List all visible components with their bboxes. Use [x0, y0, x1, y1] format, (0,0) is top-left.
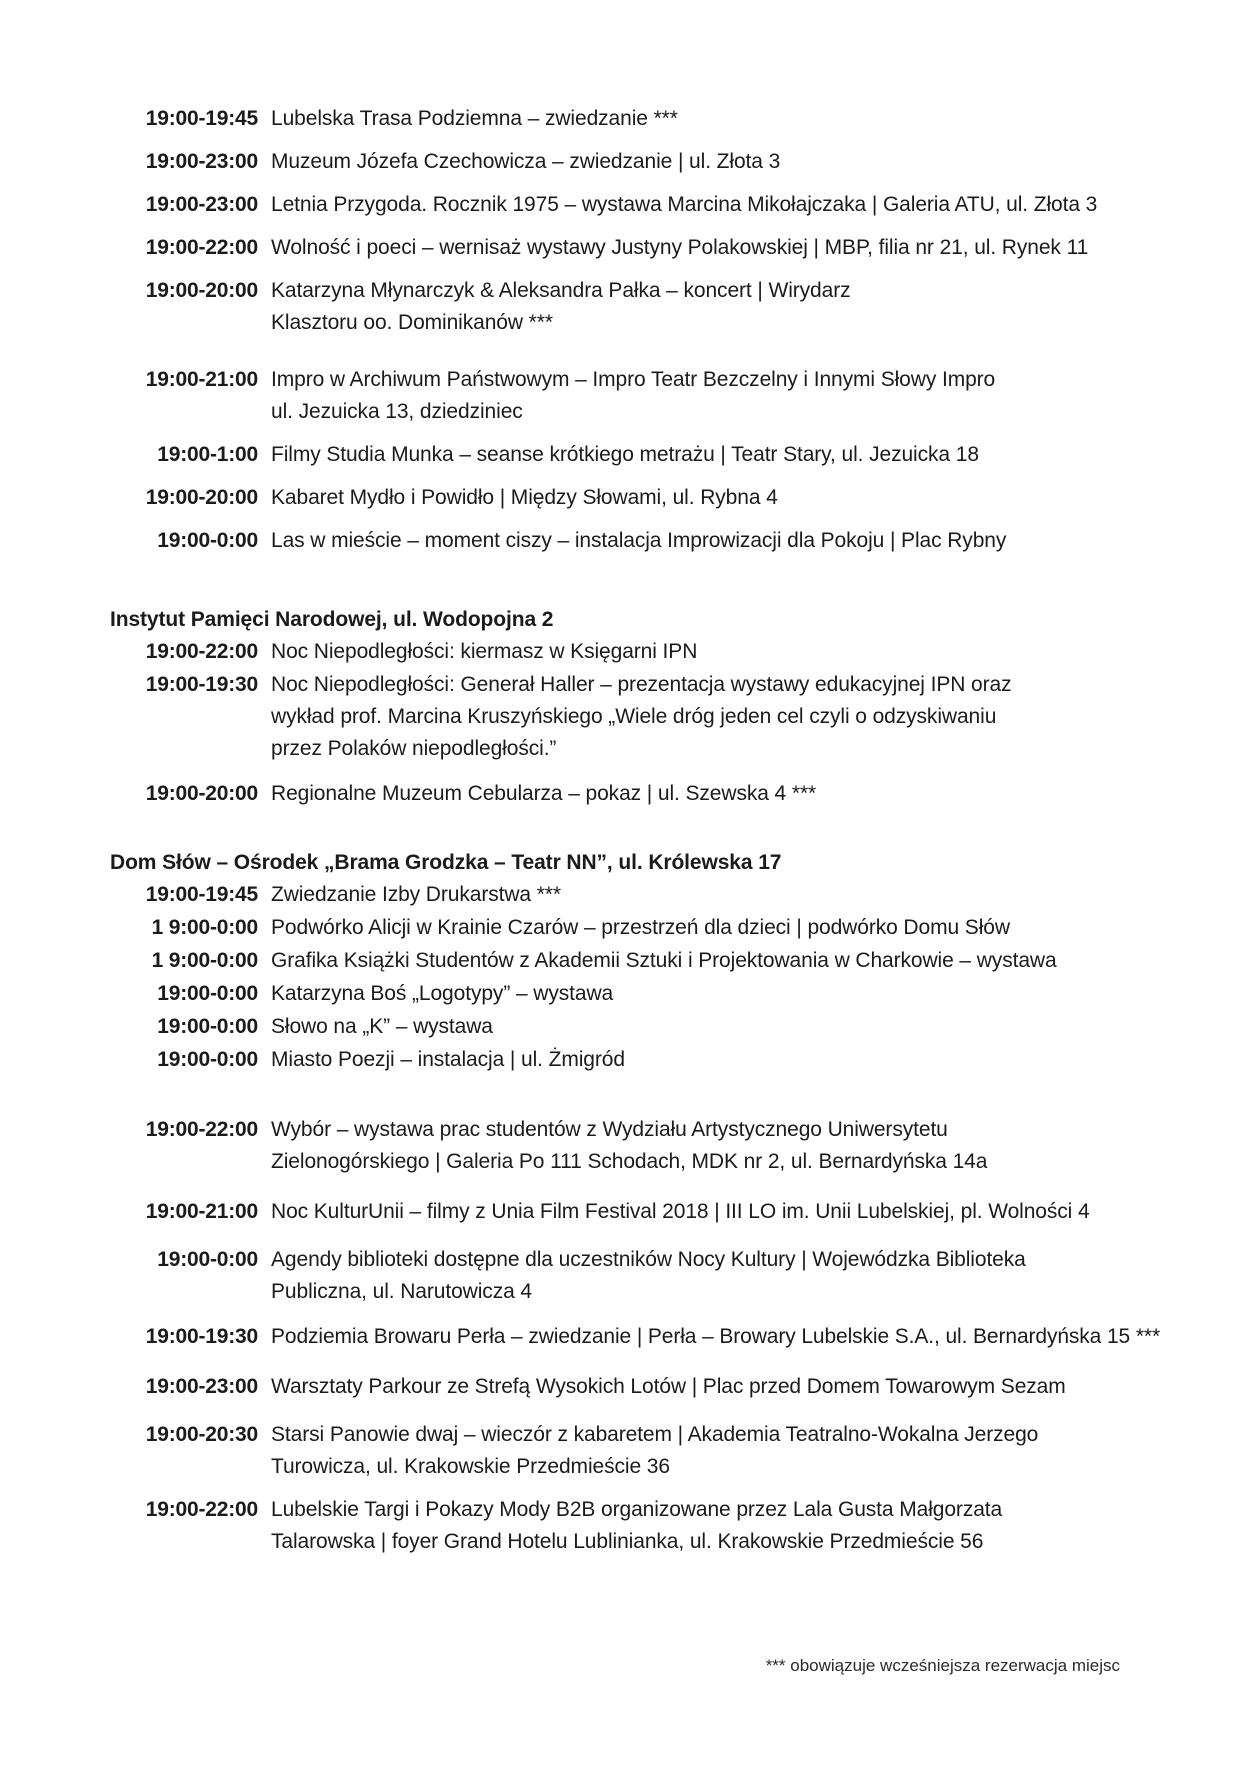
event-description: [271, 232, 1160, 264]
event-row: [110, 669, 1260, 765]
event-line: Kabaret Mydło i Powidło | Między Słowami, ul. Rybna 4: [271, 486, 778, 509]
event-row: [110, 778, 1260, 810]
event-line: Klasztoru oo. Dominikanów ***: [271, 311, 553, 334]
event-row: [110, 482, 1260, 514]
event-time: 19:00-0:00: [157, 529, 258, 552]
event-line: wykład prof. Marcina Kruszyńskiego „Wiele dróg jeden cel czyli o odzyskiwaniu: [271, 705, 997, 728]
event-description: [271, 1371, 1160, 1403]
event-row: [110, 189, 1260, 221]
event-line: przez Polaków niepodległości.”: [271, 737, 557, 760]
event-description: [271, 669, 1160, 765]
event-description: [271, 912, 1160, 944]
event-description: [271, 146, 1160, 178]
event-time: 19:00-20:00: [145, 486, 258, 509]
event-row: [110, 945, 1260, 977]
event-line: Wolność i poeci – wernisaż wystawy Justyny Polakowskiej | MBP, filia nr 21, ul. Rynek 11: [271, 236, 1089, 259]
event-time: 1 9:00-0:00: [151, 916, 258, 939]
event-line: Lubelska Trasa Podziemna – zwiedzanie ***: [271, 107, 678, 130]
event-row: [110, 879, 1260, 911]
event-description: [271, 879, 1160, 911]
event-line: Impro w Archiwum Państwowym – Impro Teatr Bezczelny i Innymi Słowy Impro: [271, 368, 996, 391]
event-line: Letnia Przygoda. Rocznik 1975 – wystawa Marcina Mikołajczaka | Galeria ATU, ul. Złota 3: [271, 193, 1098, 216]
event-line: Noc Niepodległości: kiermasz w Księgarni IPN: [271, 640, 698, 663]
schedule-group: [110, 1244, 1260, 1308]
event-time: 19:00-21:00: [145, 368, 258, 391]
event-time: 19:00-0:00: [157, 1015, 258, 1038]
event-row: [110, 1494, 1260, 1558]
event-line: Warsztaty Parkour ze Strefą Wysokich Lotów | Plac przed Domem Towarowym Sezam: [271, 1375, 1066, 1398]
event-row: [110, 1196, 1260, 1228]
event-description: [271, 275, 1160, 339]
event-description: [271, 1011, 1160, 1043]
schedule-section: [110, 603, 1260, 765]
event-description: [271, 1321, 1160, 1353]
section-header: Dom Słów – Ośrodek „Brama Grodzka – Teatr NN”, ul. Królewska 17: [110, 851, 782, 874]
schedule-section: [110, 846, 1260, 1076]
event-description: [271, 482, 1160, 514]
event-description: [271, 439, 1160, 471]
event-time: 19:00-22:00: [145, 640, 258, 663]
event-row: [110, 1244, 1260, 1308]
event-line: Muzeum Józefa Czechowicza – zwiedzanie | ul. Złota 3: [271, 150, 781, 173]
event-row: [110, 636, 1260, 668]
event-line: Wybór – wystawa prac studentów z Wydziału Artystycznego Uniwersytetu: [271, 1118, 948, 1141]
event-time: 19:00-19:45: [145, 107, 258, 130]
footnote: *** obowiązuje wcześniejsza rezerwacja miejsc: [765, 1656, 1120, 1675]
event-line: Regionalne Muzeum Cebularza – pokaz | ul. Szewska 4 ***: [271, 782, 817, 805]
event-row: [110, 275, 1260, 339]
event-line: Publiczna, ul. Narutowicza 4: [271, 1280, 532, 1303]
event-row: [110, 364, 1260, 428]
event-line: Turowicza, ul. Krakowskie Przedmieście 36: [271, 1455, 670, 1478]
event-time: 19:00-23:00: [145, 193, 258, 216]
event-time: 19:00-0:00: [157, 1248, 258, 1271]
event-time: 19:00-23:00: [145, 150, 258, 173]
schedule-group: [110, 1196, 1260, 1228]
event-row: [110, 912, 1260, 944]
schedule-group: [110, 1419, 1260, 1483]
event-line: ul. Jezuicka 13, dziedziniec: [271, 400, 523, 423]
event-row: [110, 1419, 1260, 1483]
event-row: [110, 1011, 1260, 1043]
schedule-group: [110, 778, 1260, 810]
event-line: Podwórko Alicji w Krainie Czarów – przestrzeń dla dzieci | podwórko Domu Słów: [271, 916, 1010, 939]
event-line: Noc KulturUnii – filmy z Unia Film Festival 2018 | III LO im. Unii Lubelskiej, pl. Wolności 4: [271, 1200, 1090, 1223]
event-row: [110, 146, 1260, 178]
event-line: Zwiedzanie Izby Drukarstwa ***: [271, 883, 561, 906]
event-time: 19:00-22:00: [145, 236, 258, 259]
event-line: Podziemia Browaru Perła – zwiedzanie | Perła – Browary Lubelskie S.A., ul. Bernardyńska 15 ***: [271, 1325, 1161, 1348]
event-time: 19:00-19:30: [145, 1325, 258, 1348]
event-time: 19:00-22:00: [145, 1498, 258, 1521]
event-time: 1 9:00-0:00: [151, 949, 258, 972]
schedule-group: [110, 1321, 1260, 1353]
event-description: [271, 1419, 1160, 1483]
event-line: Agendy biblioteki dostępne dla uczestników Nocy Kultury | Wojewódzka Biblioteka: [271, 1248, 1026, 1271]
event-row: [110, 978, 1260, 1010]
event-description: [271, 1114, 1160, 1178]
event-line: Starsi Panowie dwaj – wieczór z kabaretem | Akademia Teatralno-Wokalna Jerzego: [271, 1423, 1039, 1446]
event-line: Zielonogórskiego | Galeria Po 111 Schodach, MDK nr 2, ul. Bernardyńska 14a: [271, 1150, 988, 1173]
event-time: 19:00-0:00: [157, 1048, 258, 1071]
event-description: [271, 1494, 1160, 1558]
event-row: [110, 103, 1260, 135]
event-line: Słowo na „K” – wystawa: [271, 1015, 493, 1038]
event-time: 19:00-1:00: [157, 443, 258, 466]
section-header: Instytut Pamięci Narodowej, ul. Wodopojna 2: [110, 608, 554, 631]
event-row: [110, 1371, 1260, 1403]
event-row: [110, 232, 1260, 264]
event-description: [271, 978, 1160, 1010]
event-time: 19:00-20:00: [145, 782, 258, 805]
schedule-list: [110, 103, 1260, 1558]
event-line: Lubelskie Targi i Pokazy Mody B2B organizowane przez Lala Gusta Małgorzata: [271, 1498, 1003, 1521]
event-description: [271, 525, 1160, 557]
event-time: 19:00-23:00: [145, 1375, 258, 1398]
event-line: Miasto Poezji – instalacja | ul. Żmigród: [271, 1048, 625, 1071]
event-time: 19:00-19:45: [145, 883, 258, 906]
schedule-group: [110, 1114, 1260, 1178]
event-row: [110, 525, 1260, 557]
event-line: Katarzyna Boś „Logotypy” – wystawa: [271, 982, 614, 1005]
event-time: 19:00-19:30: [145, 673, 258, 696]
event-description: [271, 364, 1160, 428]
schedule-group: [110, 364, 1260, 557]
event-description: [271, 636, 1160, 668]
event-description: [271, 1244, 1160, 1308]
schedule-group: [110, 1494, 1260, 1558]
event-description: [271, 1196, 1160, 1228]
event-time: 19:00-22:00: [145, 1118, 258, 1141]
event-line: Noc Niepodległości: Generał Haller – prezentacja wystawy edukacyjnej IPN oraz: [271, 673, 1012, 696]
event-time: 19:00-0:00: [157, 982, 258, 1005]
event-description: [271, 189, 1160, 221]
event-line: Talarowska | foyer Grand Hotelu Lublinianka, ul. Krakowskie Przedmieście 56: [271, 1530, 984, 1553]
event-description: [271, 945, 1160, 977]
event-row: [110, 1321, 1260, 1353]
event-description: [271, 1044, 1160, 1076]
event-row: [110, 1044, 1260, 1076]
schedule-group: [110, 103, 1260, 339]
event-line: Filmy Studia Munka – seanse krótkiego metrażu | Teatr Stary, ul. Jezuicka 18: [271, 443, 979, 466]
event-time: 19:00-20:00: [145, 279, 258, 302]
event-row: [110, 1114, 1260, 1178]
event-line: Grafika Książki Studentów z Akademii Sztuki i Projektowania w Charkowie – wystawa: [271, 949, 1057, 972]
schedule-group: [110, 1371, 1260, 1403]
event-description: [271, 778, 1160, 810]
event-line: Katarzyna Młynarczyk & Aleksandra Pałka – koncert | Wirydarz: [271, 279, 851, 302]
event-line: Las w mieście – moment ciszy – instalacja Improwizacji dla Pokoju | Plac Rybny: [271, 529, 1007, 552]
event-time: 19:00-21:00: [145, 1200, 258, 1223]
event-time: 19:00-20:30: [145, 1423, 258, 1446]
event-description: [271, 103, 1160, 135]
event-row: [110, 439, 1260, 471]
